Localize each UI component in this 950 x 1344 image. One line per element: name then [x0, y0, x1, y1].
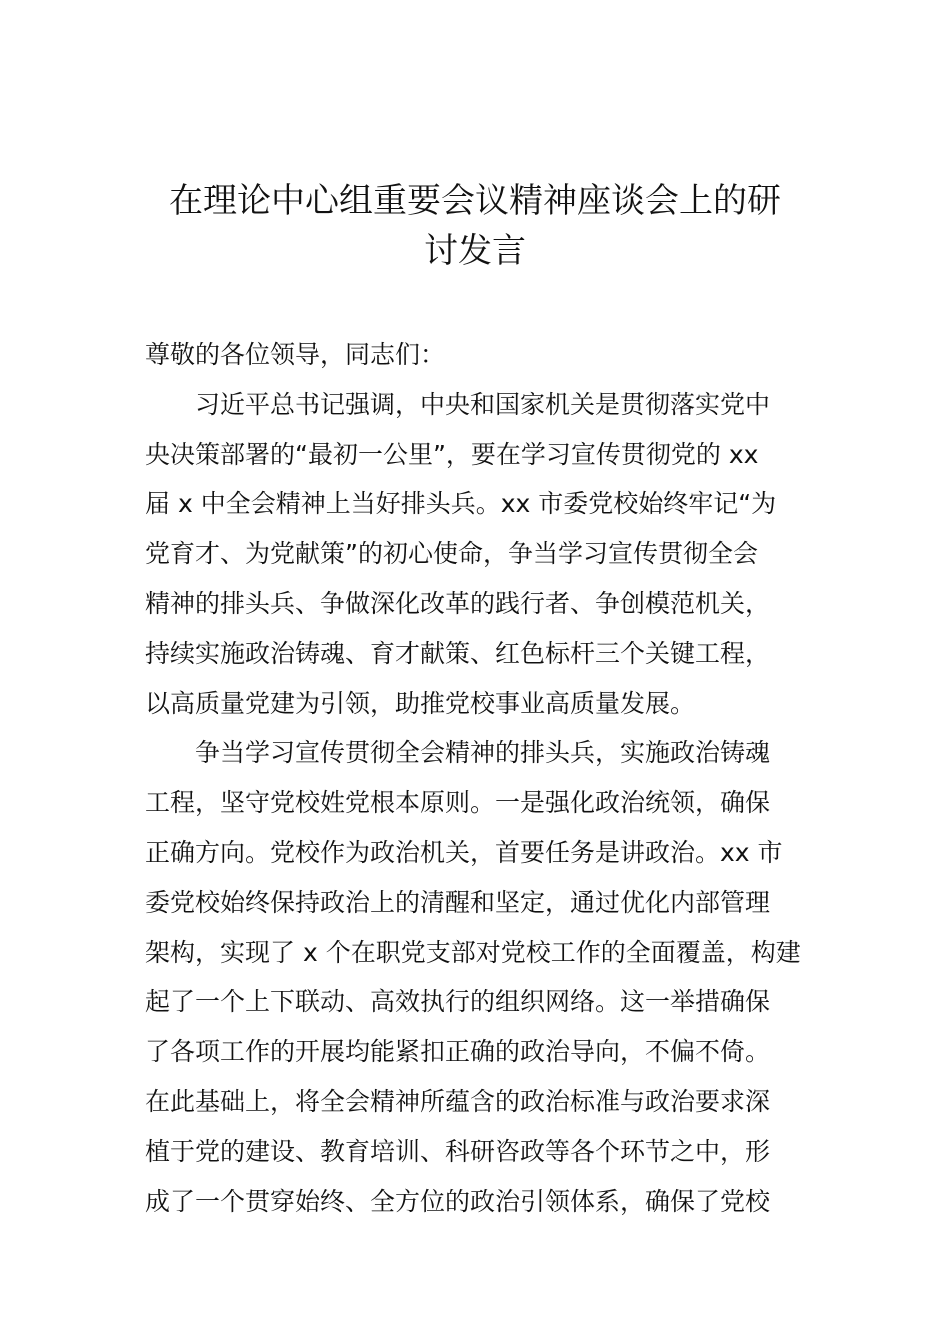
paragraph-2-line: 植于党的建设、教育培训、科研咨政等各个环节之中，形 [145, 1136, 771, 1166]
paragraph-1-line: 届 x 中全会精神上当好排头兵。xx 市委党校始终牢记“为 [145, 489, 777, 519]
title-line: 在理论中心组重要会议精神座谈会上的研 [169, 181, 781, 221]
document-body [145, 330, 825, 1226]
paragraph-1-line: 习近平总书记强调，中央和国家机关是贯彻落实党中 [195, 389, 771, 419]
paragraph-2-line: 争当学习宣传贯彻全会精神的排头兵，实施政治铸魂 [195, 738, 771, 768]
paragraph-2-line: 了各项工作的开展均能紧扣正确的政治导向，不偏不倚。 [145, 1037, 771, 1067]
paragraph-2-line: 委党校始终保持政治上的清醒和坚定，通过优化内部管理 [145, 887, 771, 917]
paragraph-2-line: 在此基础上，将全会精神所蕴含的政治标准与政治要求深 [145, 1086, 771, 1116]
paragraph-1-line: 以高质量党建为引领，助推党校事业高质量发展。 [145, 688, 696, 718]
paragraph-1-line: 党育才、为党献策”的初心使命，争当学习宣传贯彻全会 [145, 539, 758, 569]
paragraph-2-line: 工程，坚守党校姓党根本原则。一是强化政治统领，确保 [145, 788, 771, 818]
paragraph-2-line: 成了一个贯穿始终、全方位的政治引领体系，确保了党校 [145, 1186, 771, 1216]
paragraph-2-line: 架构，实现了 x 个在职党支部对党校工作的全面覆盖，构建 [145, 937, 801, 967]
paragraph-2-line: 正确方向。党校作为政治机关，首要任务是讲政治。xx 市 [145, 837, 783, 867]
salutation: 尊敬的各位领导，同志们： [145, 340, 446, 369]
paragraph-1-line: 持续实施政治铸魂、育才献策、红色标杆三个关键工程， [145, 638, 771, 668]
document-title [140, 176, 810, 276]
title-line: 讨发言 [424, 231, 526, 271]
paragraph-2-line: 起了一个上下联动、高效执行的组织网络。这一举措确保 [145, 987, 771, 1017]
paragraph-1-line: 央决策部署的“最初一公里”，要在学习宣传贯彻党的 xx [145, 439, 759, 469]
paragraph-1-line: 精神的排头兵、争做深化改革的践行者、争创模范机关， [145, 588, 771, 618]
